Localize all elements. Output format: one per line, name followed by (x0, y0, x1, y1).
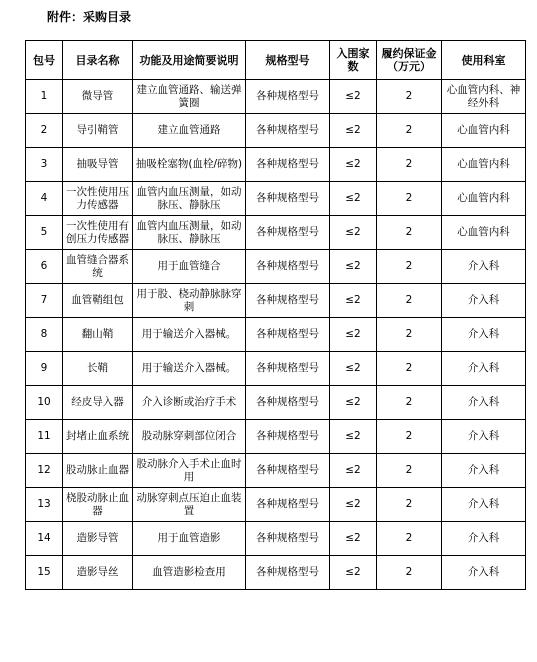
deposit-cell: 2 (377, 352, 442, 386)
catalog-name-cell: 造影导丝 (63, 556, 133, 590)
catalog-name-cell: 血管缝合器系统 (63, 250, 133, 284)
department-cell: 介入科 (442, 284, 526, 318)
shortlist-count-cell: ≤2 (330, 284, 377, 318)
document-title: 附件：采购目录 (47, 10, 132, 24)
package-no-cell: 4 (26, 182, 63, 216)
table-row (26, 386, 526, 420)
department-cell: 介入科 (442, 488, 526, 522)
header-catalog-name: 目录名称 (63, 41, 133, 80)
deposit-cell: 2 (377, 318, 442, 352)
shortlist-count-cell: ≤2 (330, 182, 377, 216)
specification-cell: 各种规格型号 (246, 114, 330, 148)
table-row (26, 318, 526, 352)
package-no-cell: 11 (26, 420, 63, 454)
deposit-cell: 2 (377, 454, 442, 488)
table-row (26, 522, 526, 556)
function-cell: 用于股、桡动静脉脉穿刺 (133, 284, 246, 318)
shortlist-count-cell: ≤2 (330, 318, 377, 352)
function-cell: 介入诊断或治疗手术 (133, 386, 246, 420)
specification-cell: 各种规格型号 (246, 522, 330, 556)
specification-cell: 各种规格型号 (246, 556, 330, 590)
department-cell: 介入科 (442, 420, 526, 454)
deposit-cell: 2 (377, 556, 442, 590)
package-no-cell: 2 (26, 114, 63, 148)
function-cell: 用于输送介入器械。 (133, 352, 246, 386)
table-row (26, 148, 526, 182)
catalog-name-cell: 股动脉止血器 (63, 454, 133, 488)
procurement-catalog-table (25, 40, 526, 590)
shortlist-count-cell: ≤2 (330, 80, 377, 114)
specification-cell: 各种规格型号 (246, 318, 330, 352)
package-no-cell: 13 (26, 488, 63, 522)
catalog-name-cell: 一次性使用有创压力传感器 (63, 216, 133, 250)
function-cell: 用于输送介入器械。 (133, 318, 246, 352)
specification-cell: 各种规格型号 (246, 386, 330, 420)
catalog-name-cell: 微导管 (63, 80, 133, 114)
department-cell: 心血管内科 (442, 148, 526, 182)
deposit-cell: 2 (377, 488, 442, 522)
function-cell: 建立血管通路 (133, 114, 246, 148)
deposit-cell: 2 (377, 250, 442, 284)
deposit-cell: 2 (377, 216, 442, 250)
shortlist-count-cell: ≤2 (330, 454, 377, 488)
table-row (26, 80, 526, 114)
catalog-name-cell: 长鞘 (63, 352, 133, 386)
specification-cell: 各种规格型号 (246, 182, 330, 216)
deposit-cell: 2 (377, 420, 442, 454)
department-cell: 心血管内科 (442, 216, 526, 250)
shortlist-count-cell: ≤2 (330, 386, 377, 420)
department-cell: 心血管内科 (442, 182, 526, 216)
shortlist-count-cell: ≤2 (330, 216, 377, 250)
department-cell: 介入科 (442, 318, 526, 352)
deposit-cell: 2 (377, 386, 442, 420)
department-cell: 介入科 (442, 522, 526, 556)
deposit-cell: 2 (377, 148, 442, 182)
shortlist-count-cell: ≤2 (330, 148, 377, 182)
department-cell: 介入科 (442, 556, 526, 590)
catalog-name-cell: 造影导管 (63, 522, 133, 556)
package-no-cell: 15 (26, 556, 63, 590)
package-no-cell: 5 (26, 216, 63, 250)
catalog-name-cell: 一次性使用压力传感器 (63, 182, 133, 216)
header-specification: 规格型号 (246, 41, 330, 80)
table-row (26, 488, 526, 522)
catalog-name-cell: 抽吸导管 (63, 148, 133, 182)
function-cell: 建立血管通路、输送弹簧圈 (133, 80, 246, 114)
shortlist-count-cell: ≤2 (330, 250, 377, 284)
header-department: 使用科室 (442, 41, 526, 80)
function-cell: 动脉穿刺点压迫止血装置 (133, 488, 246, 522)
function-cell: 血管内血压测量，如动脉压、静脉压 (133, 182, 246, 216)
table-row (26, 216, 526, 250)
package-no-cell: 6 (26, 250, 63, 284)
catalog-name-cell: 桡股动脉止血器 (63, 488, 133, 522)
package-no-cell: 8 (26, 318, 63, 352)
department-cell: 介入科 (442, 352, 526, 386)
package-no-cell: 1 (26, 80, 63, 114)
catalog-name-cell: 血管鞘组包 (63, 284, 133, 318)
function-cell: 血管内血压测量，如动脉压、静脉压 (133, 216, 246, 250)
department-cell: 心血管内科、神经外科 (442, 80, 526, 114)
header-performance-deposit: 履约保证金（万元） (377, 41, 442, 80)
department-cell: 介入科 (442, 454, 526, 488)
deposit-cell: 2 (377, 182, 442, 216)
package-no-cell: 12 (26, 454, 63, 488)
specification-cell: 各种规格型号 (246, 216, 330, 250)
shortlist-count-cell: ≤2 (330, 114, 377, 148)
shortlist-count-cell: ≤2 (330, 352, 377, 386)
header-package-no: 包号 (26, 41, 63, 80)
table-row (26, 556, 526, 590)
function-cell: 抽吸栓塞物(血栓/碎物) (133, 148, 246, 182)
function-cell: 用于血管造影 (133, 522, 246, 556)
specification-cell: 各种规格型号 (246, 352, 330, 386)
table-row (26, 352, 526, 386)
table-row (26, 284, 526, 318)
shortlist-count-cell: ≤2 (330, 488, 377, 522)
catalog-name-cell: 导引鞘管 (63, 114, 133, 148)
specification-cell: 各种规格型号 (246, 80, 330, 114)
header-function-description: 功能及用途简要说明 (133, 41, 246, 80)
shortlist-count-cell: ≤2 (330, 556, 377, 590)
package-no-cell: 3 (26, 148, 63, 182)
deposit-cell: 2 (377, 80, 442, 114)
deposit-cell: 2 (377, 284, 442, 318)
package-no-cell: 14 (26, 522, 63, 556)
function-cell: 用于血管缝合 (133, 250, 246, 284)
table-row (26, 114, 526, 148)
shortlist-count-cell: ≤2 (330, 522, 377, 556)
package-no-cell: 9 (26, 352, 63, 386)
specification-cell: 各种规格型号 (246, 454, 330, 488)
catalog-name-cell: 翻山鞘 (63, 318, 133, 352)
header-shortlist-count: 入围家数 (330, 41, 377, 80)
specification-cell: 各种规格型号 (246, 488, 330, 522)
specification-cell: 各种规格型号 (246, 420, 330, 454)
table-row (26, 454, 526, 488)
department-cell: 介入科 (442, 386, 526, 420)
table-row (26, 420, 526, 454)
function-cell: 血管造影检查用 (133, 556, 246, 590)
shortlist-count-cell: ≤2 (330, 420, 377, 454)
department-cell: 介入科 (442, 250, 526, 284)
catalog-name-cell: 封堵止血系统 (63, 420, 133, 454)
package-no-cell: 7 (26, 284, 63, 318)
function-cell: 股动脉穿刺部位闭合 (133, 420, 246, 454)
package-no-cell: 10 (26, 386, 63, 420)
specification-cell: 各种规格型号 (246, 148, 330, 182)
function-cell: 股动脉介入手术止血时用 (133, 454, 246, 488)
specification-cell: 各种规格型号 (246, 250, 330, 284)
catalog-name-cell: 经皮导入器 (63, 386, 133, 420)
table-row (26, 182, 526, 216)
deposit-cell: 2 (377, 114, 442, 148)
deposit-cell: 2 (377, 522, 442, 556)
table-header-row (26, 41, 526, 80)
department-cell: 心血管内科 (442, 114, 526, 148)
table-row (26, 250, 526, 284)
specification-cell: 各种规格型号 (246, 284, 330, 318)
